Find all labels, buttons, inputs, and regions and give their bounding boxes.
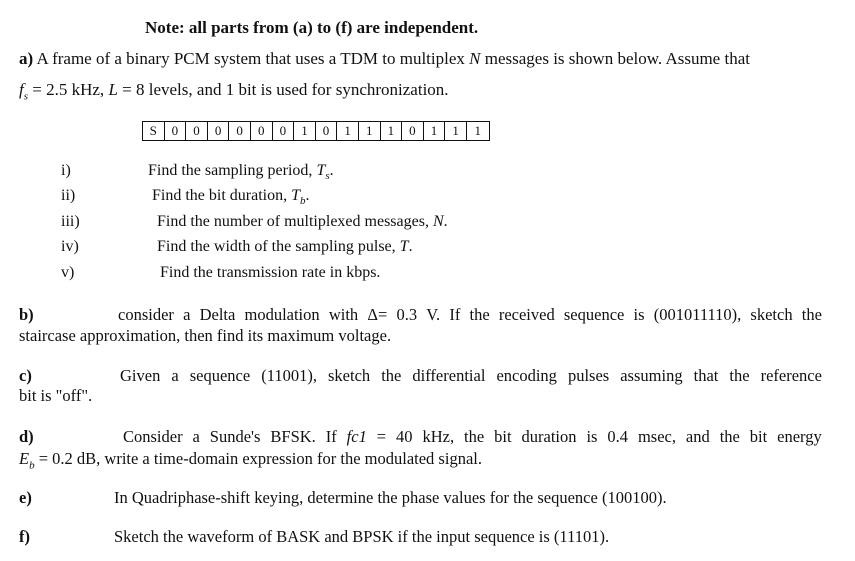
eb-symbol: E bbox=[19, 449, 30, 468]
part-f-label: f) bbox=[19, 527, 30, 546]
note-heading: Note: all parts from (a) to (f) are independent. bbox=[145, 18, 479, 37]
frame-bit: 0 bbox=[402, 122, 424, 140]
subq-number: iv) bbox=[61, 238, 79, 255]
frame-bit: 0 bbox=[165, 122, 187, 140]
part-b-label: b) bbox=[19, 305, 34, 324]
l-value: = 8 levels, and 1 bit is used for synchronization. bbox=[117, 80, 449, 99]
part-d-line2 bbox=[19, 449, 482, 471]
frame-bit: 0 bbox=[186, 122, 208, 140]
frame-bit: 0 bbox=[316, 122, 338, 140]
subq-number: ii) bbox=[61, 187, 76, 204]
fs-subscript: s bbox=[23, 90, 29, 103]
frame-bit: 1 bbox=[474, 123, 481, 138]
frame-bit: 1 bbox=[359, 122, 381, 140]
subq-text: Find the transmission rate in kbps. bbox=[160, 264, 381, 281]
frame-bit: 1 bbox=[381, 122, 403, 140]
part-a-line1 bbox=[19, 49, 750, 69]
subq-text: Find the sampling period, $T_s$. bbox=[148, 162, 334, 183]
part-a-var-n: N bbox=[469, 49, 481, 68]
subq-text: Find the width of the sampling pulse, T. bbox=[157, 238, 413, 255]
subq-number: i) bbox=[61, 162, 71, 179]
part-a-line2 bbox=[19, 80, 449, 102]
frame-bit: 0 bbox=[208, 122, 230, 140]
fs-symbol: f bbox=[19, 80, 24, 99]
part-e-label: e) bbox=[19, 488, 32, 507]
part-c-line2: bit is "off". bbox=[19, 386, 93, 405]
frame-bit: 0 bbox=[273, 122, 295, 140]
frame-bit: 0 bbox=[229, 122, 251, 140]
part-c-label: c) bbox=[19, 366, 32, 385]
frame-bit: 1 bbox=[445, 122, 467, 140]
part-e-text: In Quadriphase-shift keying, determine the phase values for the sequence (100100). bbox=[114, 488, 667, 507]
frame-bit: 1 bbox=[337, 122, 359, 140]
frame-bit: 1 bbox=[294, 122, 316, 140]
part-b-line1: consider a Delta modulation with Δ= 0.3 V. If the received sequence is (001011110), sketch the bbox=[118, 305, 822, 324]
frame-bit: 1 bbox=[424, 122, 446, 140]
frame-bit: S bbox=[143, 122, 165, 140]
subq-number: iii) bbox=[61, 213, 80, 230]
frame-bit: 0 bbox=[251, 122, 273, 140]
part-a-text1: A frame of a binary PCM system that uses a TDM to multiplex bbox=[33, 49, 470, 68]
eb-subscript: b bbox=[29, 459, 35, 472]
subq-text: Find the bit duration, $T_b$. bbox=[152, 187, 310, 208]
fs-value: = 2.5 kHz, bbox=[28, 80, 109, 99]
l-symbol: L bbox=[108, 80, 118, 99]
part-a-text2: messages is shown below. Assume that bbox=[480, 49, 750, 68]
part-d-label: d) bbox=[19, 427, 34, 446]
part-d-line1: Consider a Sunde's BFSK. If fc1 = 40 kHz, the bit duration is 0.4 msec, and the bit energy bbox=[123, 427, 822, 446]
subq-number: v) bbox=[61, 264, 75, 281]
pcm-frame bbox=[142, 121, 490, 141]
part-b-line2: staircase approximation, then find its maximum voltage. bbox=[19, 326, 392, 345]
part-a-label: a) bbox=[19, 49, 34, 68]
eb-text: = 0.2 dB, write a time-domain expression for the modulated signal. bbox=[34, 449, 482, 468]
subq-text: Find the number of multiplexed messages, N. bbox=[157, 213, 448, 230]
part-f-text: Sketch the waveform of BASK and BPSK if the input sequence is (11101). bbox=[114, 527, 610, 546]
part-c-line1: Given a sequence (11001), sketch the differential encoding pulses assuming that the reference bbox=[120, 366, 822, 385]
